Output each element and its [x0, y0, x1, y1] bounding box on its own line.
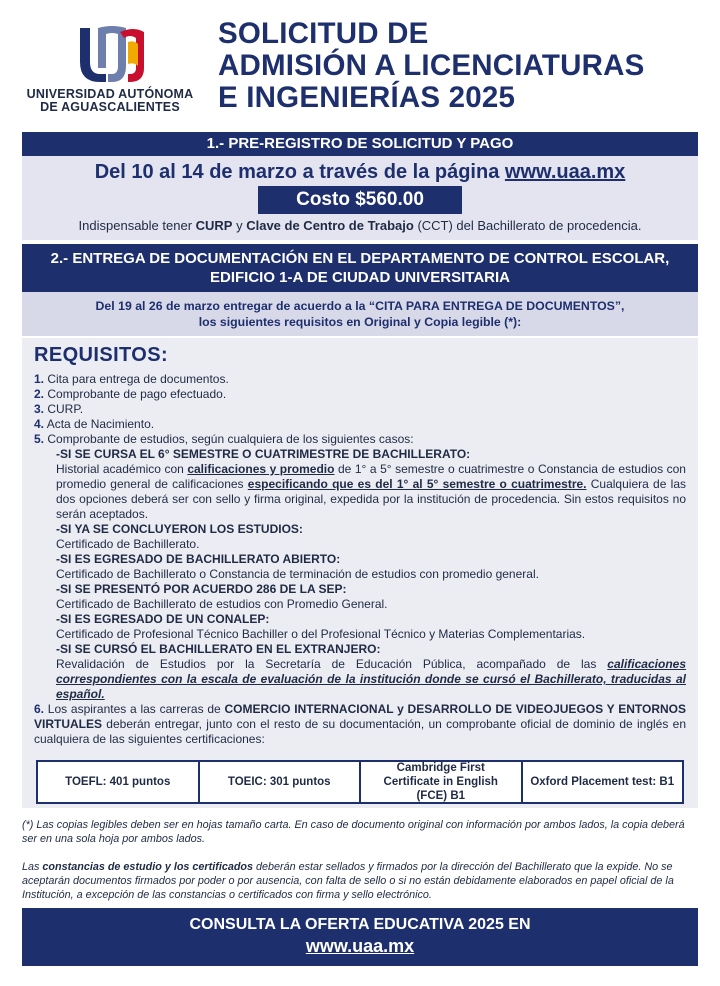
footer-link[interactable]: www.uaa.mx — [305, 936, 415, 956]
title-line-3: E INGENIERÍAS 2025 — [218, 81, 516, 114]
website-link[interactable]: www.uaa.mx — [504, 161, 626, 183]
header — [0, 0, 720, 128]
item-number: 6. — [34, 702, 45, 716]
list-item — [34, 702, 686, 747]
cert-toefl: TOEFL: 401 puntos — [38, 762, 200, 802]
uaa-logo-icon — [72, 22, 152, 86]
copies-note: (*) Las copias legibles deben ser en hojas tamaño carta. En caso de documento original con información por ambos lados, la copia deberá ser en una sola hoja por ambos lados. — [22, 819, 685, 845]
dates-text: Del 10 al 14 de marzo a través de la página — [94, 161, 505, 183]
certifications-table — [36, 760, 684, 804]
logo-line-1: UNIVERSIDAD AUTÓNOMA — [26, 87, 194, 101]
case-text — [56, 462, 686, 522]
requisitos-list — [34, 372, 686, 747]
preregistro-dates — [22, 161, 698, 184]
case-title: -SI SE CURSÓ EL BACHILLERATO EN EL EXTRANJERO: — [56, 642, 381, 656]
footer-banner — [22, 908, 698, 966]
entrega-dates-line-1: Del 19 al 26 de marzo entregar de acuerdo a la “CITA PARA ENTREGA DE DOCUMENTOS”, — [95, 299, 625, 313]
requisitos-panel — [22, 338, 698, 808]
note2-text-b: constancias de estudio y los certificados — [42, 861, 254, 873]
indisp-cct: Clave de Centro de Trabajo — [246, 218, 414, 233]
cert-oxford: Oxford Placement test: B1 — [530, 776, 675, 788]
case-title: -SI SE PRESENTÓ POR ACUERDO 286 DE LA SEP: — [56, 582, 347, 596]
case-text: Certificado de Bachillerato de estudios con Promedio General. — [56, 597, 388, 611]
item-text: Acta de Nacimiento. — [44, 417, 155, 431]
item-text: CURP. — [44, 402, 84, 416]
title-line-2: ADMISIÓN A LICENCIATURAS — [218, 49, 645, 82]
case-text — [56, 657, 686, 702]
item-text: Comprobante de pago efectuado. — [44, 387, 227, 401]
case-title: -SI ES EGRESADO DE UN CONALEP: — [56, 612, 270, 626]
case1-text-e: Cualquiera de las dos opciones deberá ser con sello y firma original, expedida por la institución de procedencia. Sin estos requisitos no serán aceptados. — [56, 477, 686, 521]
case-title: -SI SE CURSA EL 6° SEMESTRE O CUATRIMESTRE DE BACHILLERATO: — [56, 447, 471, 461]
footer-line-1: CONSULTA LA OFERTA EDUCATIVA 2025 EN — [189, 916, 531, 933]
item-number: 5. — [34, 432, 45, 446]
case6-text-b: calificaciones correspondientes con la escala de evaluación de la institución donde se cursó el Bachillerato, traducidas al español. — [56, 657, 686, 701]
note2-text-c: deberán estar sellados y firmados por la dirección del Bachillerato que la expide. No se aceptarán documentos firmados por poder o por ausencia, con falta de sello o si no están debidamente elaborados en papel oficial de la Institución, a excepción de las constancias o certificados con firma y sello electrónico. — [22, 861, 674, 901]
case-block — [34, 447, 686, 702]
indisp-suffix: (CCT) del Bachillerato de procedencia. — [413, 218, 642, 233]
indisp-prefix: Indispensable tener — [78, 218, 196, 233]
list-item — [34, 417, 686, 432]
list-item — [34, 432, 686, 447]
case-title: -SI ES EGRESADO DE BACHILLERATO ABIERTO: — [56, 552, 341, 566]
section2-heading-line-2: EDIFICIO 1-A DE CIUDAD UNIVERSITARIA — [209, 269, 510, 286]
page-title — [218, 18, 713, 114]
entrega-dates — [22, 298, 698, 330]
section2-dates-panel — [22, 292, 698, 336]
item-number: 2. — [34, 387, 45, 401]
item-text: Cita para entrega de documentos. — [44, 372, 229, 386]
list-item — [34, 372, 686, 387]
requisitos-title: REQUISITOS: — [34, 344, 169, 366]
case-title: -SI YA SE CONCLUYERON LOS ESTUDIOS: — [56, 522, 303, 536]
section1-heading: 1.- PRE-REGISTRO DE SOLICITUD Y PAGO — [22, 132, 698, 156]
case1-text-c: de 1° a 5° semestre o cuatrimestre o Constancia de estudios con promedio general de calificaciones — [56, 462, 686, 491]
note2-text-a: Las — [22, 861, 43, 873]
item6-text-a: Los aspirantes a las carreras de — [44, 702, 225, 716]
entrega-dates-line-2: los siguientes requisitos en Original y Copia legible (*): — [198, 315, 522, 329]
section2-heading — [22, 244, 698, 292]
logo-text — [20, 88, 200, 114]
item-number: 1. — [34, 372, 45, 386]
logo-line-2: DE AGUASCALIENTES — [40, 100, 180, 114]
section1-panel — [22, 156, 698, 240]
case-text: Certificado de Profesional Técnico Bachiller o del Profesional Técnico y Materias Complementarias. — [56, 627, 586, 641]
item6-text-b: COMERCIO INTERNACIONAL y DESARROLLO DE VIDEOJUEGOS Y ENTORNOS VIRTUALES — [34, 702, 687, 731]
item-number: 4. — [34, 417, 45, 431]
item-text: Comprobante de estudios, según cualquiera de los siguientes casos: — [44, 432, 414, 446]
title-line-1: SOLICITUD DE — [218, 17, 429, 50]
case1-text-d: especificando que es del 1° al 5° semestre o cuatrimestre. — [247, 477, 587, 491]
case-text: Certificado de Bachillerato o Constancia de terminación de estudios con promedio general. — [56, 567, 539, 581]
section2-heading-line-1: 2.- ENTREGA DE DOCUMENTACIÓN EN EL DEPARTAMENTO DE CONTROL ESCOLAR, — [50, 250, 670, 267]
case1-text-a: Historial académico con — [56, 462, 188, 476]
case-text: Certificado de Bachillerato. — [56, 537, 200, 551]
case1-text-b: calificaciones y promedio — [187, 462, 335, 476]
list-item — [34, 387, 686, 402]
university-logo — [20, 22, 200, 122]
cert-cambridge: Cambridge First Certificate in English (FCE) B1 — [361, 762, 523, 802]
case6-text-a: Revalidación de Estudios por la Secretaría de Educación Pública, acompañado de las — [56, 657, 608, 671]
certificates-note — [22, 860, 698, 902]
indisp-curp: CURP — [195, 218, 233, 233]
cert-toeic: TOEIC: 301 puntos — [200, 762, 362, 802]
cost-badge: Costo $560.00 — [258, 186, 462, 214]
indisp-y: y — [232, 218, 247, 233]
item-number: 3. — [34, 402, 45, 416]
list-item — [34, 402, 686, 417]
indispensable-note — [22, 218, 698, 233]
item6-text-c: deberán entregar, junto con el resto de su documentación, un comprobante oficial de dominio de inglés en cualquiera de las siguientes certificaciones: — [34, 717, 686, 746]
